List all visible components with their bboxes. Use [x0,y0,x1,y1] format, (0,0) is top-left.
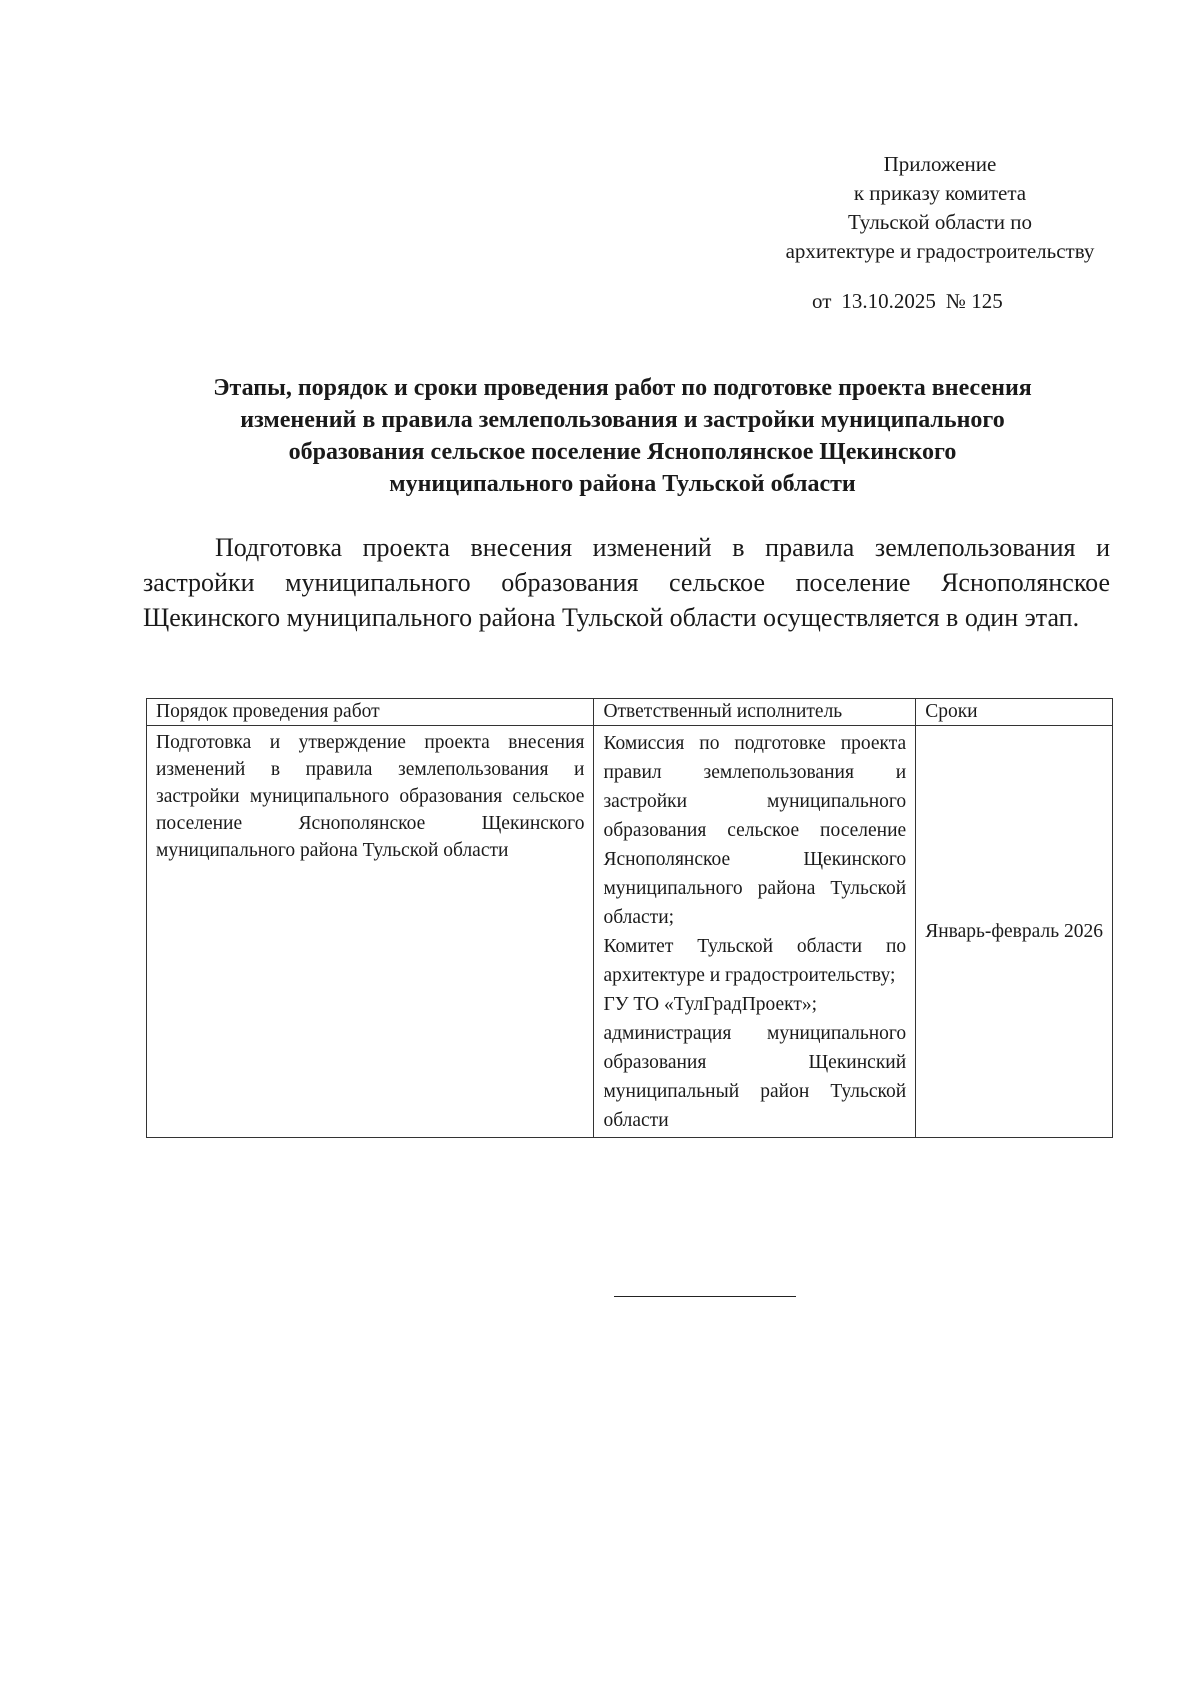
order-number: № 125 [945,289,1003,313]
deadline-cell: Январь-февраль 2026 [916,726,1113,1138]
intro-paragraph: Подготовка проекта внесения изменений в правила землепользования и застройки муниципального образования сельское поселение Яснополянское Щекинского муниципального района Тульской области осуществляется в один этап. [143,533,1110,632]
title-line: муниципального района Тульской области [389,471,856,497]
appendix-line: к приказу комитета [853,181,1027,205]
title-line: образования сельское поселение Яснополянское Щекинского [288,439,957,465]
title-line: Этапы, порядок и сроки проведения работ по подготовке проекта внесения [213,375,1032,401]
appendix-line: Приложение [883,152,997,176]
executor-item: администрация муниципального образования Щекинский муниципальный район Тульской области [603,1023,907,1131]
end-divider [614,1296,796,1297]
header-procedure: Порядок проведения работ [147,699,594,726]
table-header-row [147,699,1113,726]
header-deadline: Сроки [916,699,1113,726]
executor-item: ГУ ТО «ТулГрадПроект»; [603,994,818,1015]
appendix-block [740,150,1140,266]
order-date: 13.10.2025 [841,289,936,313]
document-title [130,372,1115,500]
title-line: изменений в правила землепользования и застройки муниципального [240,407,1005,433]
stage-cell: Подготовка и утверждение проекта внесения изменений в правила землепользования и застройки муниципального образования сельское поселение Яснополянское Щекинского муниципального района Тульской области [147,726,594,1138]
schedule-table [146,698,1113,1138]
order-reference [812,289,1003,314]
executor-item: Комитет Тульской области по архитектуре и градостроительству; [603,936,907,986]
executor-item: Комиссия по подготовке проекта правил землепользования и застройки муниципального образования сельское поселение Яснополянское Щекинского муниципального района Тульской области; [603,733,907,928]
executor-cell [594,726,916,1138]
table-row [147,726,1113,1138]
appendix-line: архитектуре и градостроительству [785,239,1095,263]
appendix-line: Тульской области по [847,210,1033,234]
header-executor: Ответственный исполнитель [594,699,916,726]
order-prefix: от [812,289,832,313]
